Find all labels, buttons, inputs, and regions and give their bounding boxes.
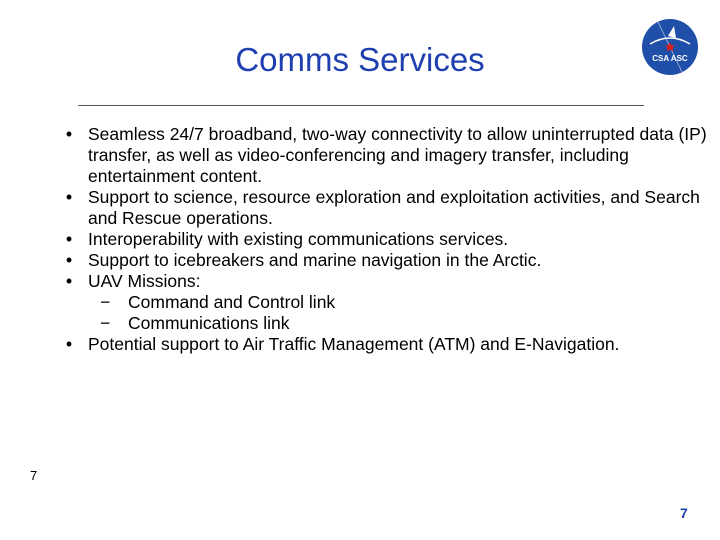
- bullet-list: [60, 124, 720, 355]
- bullet-dot-icon: •: [65, 124, 73, 144]
- bullet-dot-icon: •: [65, 229, 73, 249]
- bullet-item: [60, 187, 720, 229]
- csa-logo-icon: [638, 14, 702, 78]
- logo-text: CSA ASC: [652, 54, 688, 63]
- bullet-text: Seamless 24/7 broadband, two-way connectivity to allow uninterrupted data (IP) transfer, as well as video-conferencing and imagery transfer, including entertainment content.: [88, 124, 707, 186]
- title-divider: [78, 105, 644, 106]
- bullet-dot-icon: •: [65, 250, 73, 270]
- bullet-item: [60, 229, 720, 250]
- bullet-text: Support to icebreakers and marine navigation in the Arctic.: [88, 250, 542, 270]
- dash-icon: −: [100, 313, 111, 333]
- bullet-text: Interoperability with existing communications services.: [88, 229, 509, 249]
- bullet-item: [60, 250, 720, 271]
- bullet-item: [60, 271, 720, 334]
- bullet-item: [60, 334, 720, 355]
- slide-title: Comms Services: [235, 41, 485, 78]
- bullet-dot-icon: •: [65, 334, 73, 354]
- sub-bullet-text: Communications link: [128, 313, 290, 333]
- bullet-dot-icon: •: [65, 271, 73, 291]
- bullet-text: Potential support to Air Traffic Management (ATM) and E-Navigation.: [88, 334, 620, 354]
- page-number-right: 7: [680, 505, 688, 521]
- bullet-dot-icon: •: [65, 187, 73, 207]
- sub-bullet-text: Command and Control link: [128, 292, 336, 312]
- page-number-left: 7: [30, 468, 38, 483]
- bullet-text: UAV Missions:: [88, 271, 201, 291]
- sub-bullet-list: [88, 292, 720, 334]
- bullet-text: Support to science, resource exploration and exploitation activities, and Search and Rescue operations.: [88, 187, 700, 228]
- bullet-item: [60, 124, 720, 187]
- sub-bullet-item: [88, 292, 720, 313]
- dash-icon: −: [100, 292, 111, 312]
- sub-bullet-item: [88, 313, 720, 334]
